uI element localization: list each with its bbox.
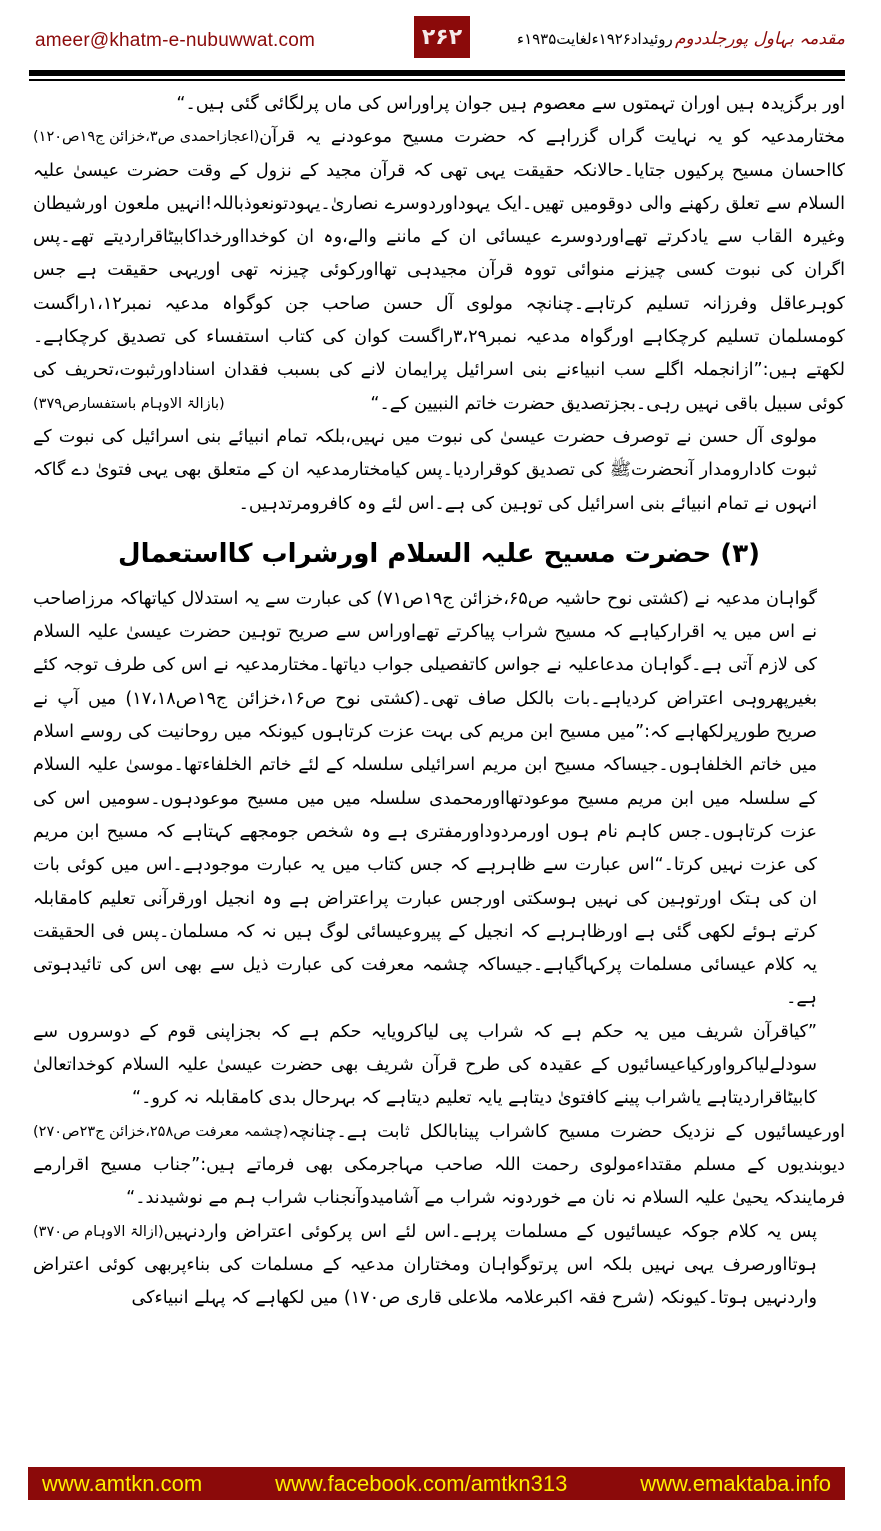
reference-chashma-marifat: (چشمہ معرفت ص۲۵۸،خزائن ج۲۳ص۲۷۰) [33, 1123, 289, 1140]
paragraph-1 [33, 88, 845, 146]
paragraph-3: مولوی آل حسن نے توصرف حضرت عیسیٰ کی نبوت میں نہیں،بلکہ تمام انبیائے بنی اسرائیل کی نبوت کے ثبوت کادارومدار آنحضرتﷺ کی تصدیق کوقراردیا۔پس کیامختارمدعیہ ان کے متعلق بھی یہی فتویٰ دے گاکہ انہوں نے تمام انبیائے بنی اسرائیل کی توہین کی ہے۔اس لئے وہ کافرومرتدہیں۔ [33, 426, 817, 514]
paragraph-5-quote [33, 1016, 845, 1140]
footer-links-bar [28, 1467, 845, 1500]
footer-link-amtkn[interactable]: www.amtkn.com [42, 1470, 203, 1496]
footer-link-facebook[interactable]: www.facebook.com/amtkn313 [275, 1470, 568, 1496]
paragraph-2 [33, 121, 845, 421]
paragraph-4: گواہان مدعیہ نے (کشتی نوح حاشیہ ص۶۵،خزائن ج۱۹ص۷۱) کی عبارت سے یہ استدلال کیاتھاکہ مرزاصاحب نے اس میں یہ اقرارکیاہے کہ مسیح شراب پیاکرتے تھےاوراس سے صریح توہین حضرت عیسیٰ علیہ السلام کی لازم آتی ہے۔گواہان مدعاعلیہ نے جواس کاتفصیلی جواب دیاتھا۔مختارمدعیہ نے اس کی طرف توجہ کئے بغیرپھروہی اعتراض کردیاہے۔بات بالکل صاف تھی۔(کشتی نوح ص۱۶،خزائن ج۱۹ص۱۷،۱۸) میں آپ نے صریح طورپرلکھاہے کہ:”میں مسیح ابن مریم کی بہت عزت کرتاہوں کیونکہ میں روحانیت کی روسے اسلام میں خاتم الخلفاہوں۔جیساکہ مسیح ابن مریم اسرائیلی سلسلہ کے لئے خاتم الخلفاءتھا۔موسیٰ علیہ السلام کے سلسلہ میں ابن مریم مسیح موعودتھااورمحمدی سلسلہ میں میں مسیح موعودہوں۔سومیں اس کی عزت کرتاہوں۔جس کاہم نام ہوں اورمردوداورمفتری ہے وہ شخص جومجھے کہتاہے کہ مسیح ابن مریم کی عزت نہیں کرتا۔“اس عبارت سے ظاہرہے کہ جس کتاب میں یہ عبارت موجودہے۔اس میں کوئی بات ان کی ہتک اورتوہین کی نہیں ہوسکتی اورجس عبارت پراعتراض ہے وہ انجیل اورقرآنی تعلیم کامقابلہ کرتے ہوئے لکھی گئی ہے اورظاہرہے کہ انجیل کے پیروعیسائی لوگ ہیں نہ کہ مسلمان۔پس فی الحقیقت یہ کلام عیسائی مسلمات پرکہاگیاہے۔جیساکہ چشمہ معرفت کی عبارت ذیل سے بھی اس کی تائیدہوتی ہے۔ [33, 588, 817, 1009]
paragraph-6-text: اورعیسائیوں کے نزدیک حضرت مسیح کاشراب پینابالکل ثابت ہے۔چنانچہ دیوبندیوں کے مسلم مقتداءمولوی رحمت اللہ صاحب مہاجرمکی بھی فرماتے ہیں:”جناب مسیح اقرارمے فرمایندکہ یحییٰ علیہ السلام نہ نان مے خوردونہ شراب مے آشامیدوآنجناب شراب ہم مے نوشیدند۔“ [33, 1121, 845, 1209]
reference-izalat-auham-2: (ازالۃ الاوہام ص۳۷۰) [33, 1223, 164, 1240]
header-rule-thick [29, 70, 845, 76]
paragraph-2-text: مختارمدعیہ کو یہ نہایت گراں گزراہے کہ حضرت مسیح موعودنے یہ قرآن کااحسان مسیح پرکیوں جتایا۔حالانکہ حقیقت یہی تھی کہ قرآن مجید کے نزول کے وقت حضرت عیسیٰ علیہ السلام سے تعلق رکھنے والی دوقومیں تھیں۔ایک یہوداوردوسرے نصاریٰ۔یہودتونعوذباللہ!انہیں ملعون اورشیطان وغیرہ القاب سے یادکرتے تھےاوردوسرے عیسائی ان کے ماننے والے،وہ ان کوخدااورخداکابیٹاقراردیتے تھے۔پس اگران کی نبوت کسی چیزنے منوائی تووہ قرآن مجیدہی تھااورکوئی چیزنہ تھی اوریہی حقیقت ہے جس کوہرعاقل وفرزانہ تسلیم کرتاہے۔چنانچہ مولوی آل حسن صاحب جن کوگواہ مدعیہ نمبر۱،۱۲راگست کومسلمان تسلیم کرچکاہے اورگواہ مدعیہ نمبر۳،۲۹راگست کوان کی کتاب استفساء کی تصدیق کرچکاہے۔لکھتے ہیں:”ازانجملہ اگلے سب انبیاءنے بنی اسرائیل پرایمان لانے کی بسبب فقدان اسناداورثبوت،تحریف کی کوئی سبیل باقی نہیں رہی۔بجزتصدیق حضرت خاتم النبیین کے۔“ [33, 127, 845, 414]
footer-link-emaktaba[interactable]: www.emaktaba.info [640, 1470, 831, 1496]
book-title: مقدمہ بہاول پورجلددوم [674, 29, 845, 49]
page-body [33, 88, 845, 1315]
paragraph-5-text: ”کیاقرآن شریف میں یہ حکم ہے کہ شراب پی لیاکرویایہ حکم ہے کہ بجزاپنی قوم کے دوسروں سے سودلےلیاکرواورکیاعیسائیوں کے عقیدہ کی طرح قرآن شریف بھی حضرت عیسیٰ علیہ السلام کوخداتعالیٰ کابیٹاقراردیتاہے یاشراب پینے کافتویٰ دیتاہے یایہ تعلیم دیتاہے کہ بہرحال بدی کامقابلہ نہ کرو۔“ [33, 1021, 817, 1109]
header-email[interactable]: ameer@khatm-e-nubuwwat.com [35, 30, 316, 51]
page-number-badge: ۲۶۲ [414, 16, 470, 58]
header-rule-thin [29, 79, 845, 81]
reference-izalat-auham: (بازالۃ الاوہام باستفسارص۳۷۹) [33, 395, 225, 412]
header-period: روئیداد۱۹۲۶ءلغایت۱۹۳۵ء [517, 30, 673, 48]
reference-ejaz-ahmadi: (اعجازاحمدی ص۳،خزائن ج۱۹ص۱۲۰) [33, 129, 260, 146]
paragraph-1-text: اور برگزیدہ ہیں اوران تہمتوں سے معصوم ہیں جوان پراوراس کی ماں پرلگائی گئی ہیں۔“ [176, 94, 845, 114]
paragraph-7: پس یہ کلام جوکہ عیسائیوں کے مسلمات پرہے۔اس لئے اس پرکوئی اعتراض واردنہیں ہوتااورصرف یہی نہیں بلکہ اس پرتوگواہان ومختاران مدعیہ کے مسلمات کی بناءپربھی کوئی اعتراض واردنہیں ہوتا۔کیونکہ (شرح فقہ اکبرعلامہ ملاعلی قاری ص۱۷۰) میں لکھاہے کہ پہلے انبیاءکی [33, 1221, 817, 1309]
section-heading: (۳) حضرت مسیح علیہ السلام اورشراب کااستعمال [118, 538, 760, 569]
